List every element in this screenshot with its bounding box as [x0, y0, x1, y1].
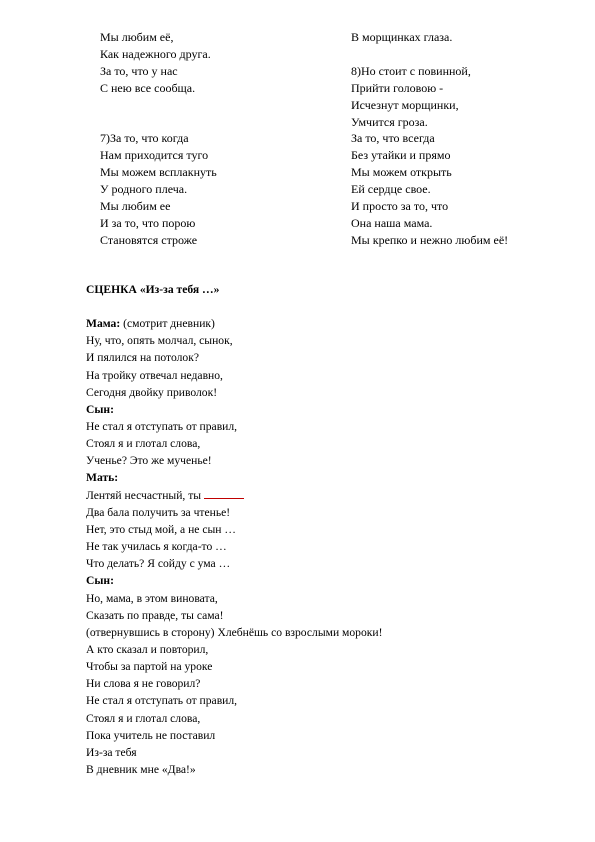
poem-line: Ей сердце свое.	[351, 182, 431, 197]
poem-line: Прийти головою -	[351, 80, 444, 95]
stanza-spacer	[351, 46, 508, 63]
stanza-spacer	[100, 97, 217, 114]
poem-line: Нам приходится туго	[100, 148, 209, 163]
title-spacer	[86, 298, 382, 315]
speaker-mama: Мама:	[86, 317, 121, 331]
dialogue-line: А кто сказал и повторил,	[86, 643, 209, 657]
dialogue-line: Стоял я и глотал слова,	[86, 437, 201, 451]
stanza-spacer	[100, 114, 217, 131]
poem-line: Умчится гроза.	[351, 114, 428, 129]
poem-line: Как надежного друга.	[100, 46, 211, 61]
dialogue-line: Ученье? Это же мученье!	[86, 454, 212, 468]
speaker-mother: Мать:	[86, 471, 119, 485]
dialogue-line: Не стал я отступать от правил,	[86, 419, 238, 433]
scene-section	[86, 281, 382, 778]
dialogue-line: Сегодня двойку приволок!	[86, 385, 218, 399]
poem-line: С нею все сообща.	[100, 80, 196, 95]
poem-line: 8)Но стоит с повинной,	[351, 63, 471, 78]
dialogue-text: Лентяй несчастный, ты	[86, 488, 202, 502]
poem-line: Она наша мама.	[351, 215, 433, 230]
dialogue-line: Но, мама, в этом виновата,	[86, 591, 218, 605]
poem-line: Становятся строже	[100, 232, 198, 247]
dialogue-line: Из-за тебя	[86, 745, 137, 759]
poem-line: Мы можем открыть	[351, 165, 452, 180]
poem-right-column	[351, 29, 508, 249]
speaker-son: Сын:	[86, 574, 114, 588]
dialogue-line: Не так училась я когда-то …	[86, 540, 227, 554]
poem-line: За то, что всегда	[351, 131, 435, 146]
poem-line: Мы любим ее	[100, 199, 171, 214]
poem-line: Мы крепко и нежно любим её!	[351, 232, 509, 247]
dialogue-line-with-blank	[86, 487, 382, 504]
speaker-son: Сын:	[86, 402, 114, 416]
poem-line: Исчезнут морщинки,	[351, 97, 459, 112]
poem-left-column	[100, 29, 217, 249]
poem-line: Без утайки и прямо	[351, 148, 451, 163]
dialogue-line: И пялился на потолок?	[86, 351, 199, 365]
stage-direction: (смотрит дневник)	[120, 317, 215, 331]
dialogue-line: На тройку отвечал недавно,	[86, 368, 223, 382]
poem-line: У родного плеча.	[100, 182, 188, 197]
poem-line: В морщинках глаза.	[351, 30, 453, 44]
dialogue-line: Что делать? Я сойду с ума …	[86, 557, 231, 571]
dialogue-line: Стоял я и глотал слова,	[86, 711, 201, 725]
fill-in-blank	[204, 488, 244, 499]
dialogue-line: Чтобы за партой на уроке	[86, 660, 213, 674]
dialogue-line: Ни слова я не говорил?	[86, 677, 201, 691]
dialogue-line: Нет, это стыд мой, а не сын …	[86, 522, 236, 536]
dialogue-line: В дневник мне «Два!»	[86, 763, 196, 777]
poem-line: И просто за то, что	[351, 199, 449, 214]
poem-line: За то, что у нас	[100, 63, 178, 78]
mama-intro-line	[86, 315, 382, 332]
dialogue-line: (отвернувшись в сторону) Хлебнёшь со взрослыми мороки!	[86, 625, 383, 639]
dialogue-line: Сказать по правде, ты сама!	[86, 608, 224, 622]
poem-line: И за то, что порою	[100, 215, 196, 230]
dialogue-line: Пока учитель не поставил	[86, 728, 216, 742]
poem-line: 7)За то, что когда	[100, 131, 189, 146]
dialogue-line: Ну, что, опять молчал, сынок,	[86, 334, 233, 348]
scene-title: СЦЕНКА «Из-за тебя …»	[86, 283, 220, 296]
dialogue-line: Два бала получить за чтенье!	[86, 505, 231, 519]
poem-line: Мы любим её,	[100, 30, 174, 44]
poem-line: Мы можем всплакнуть	[100, 165, 217, 180]
dialogue-line: Не стал я отступать от правил,	[86, 694, 238, 708]
